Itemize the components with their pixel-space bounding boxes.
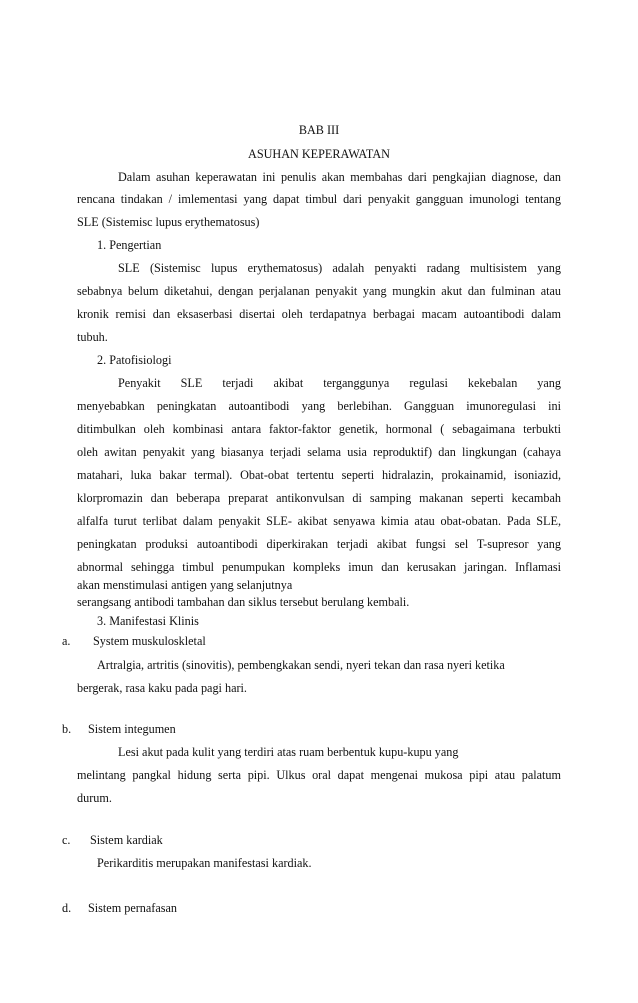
chapter-label: BAB III bbox=[298, 123, 340, 137]
item-letter: d. bbox=[62, 901, 72, 915]
item-letter: a. bbox=[62, 634, 71, 648]
item-title: Sistem pernafasan bbox=[88, 901, 178, 915]
paragraph-line: tubuh. bbox=[77, 330, 108, 344]
paragraph-line: ditimbulkan oleh kombinasi antara faktor-faktor genetik, hormonal ( sebagaimana terbukti bbox=[77, 422, 561, 436]
item-text-line: Lesi akut pada kulit yang terdiri atas ruam berbentuk kupu-kupu yang bbox=[118, 745, 459, 759]
paragraph-line: peningkatan produksi autoantibodi diperkirakan terjadi akibat fungsi sel T-supresor yang bbox=[77, 537, 561, 551]
paragraph-line: akan menstimulasi antigen yang selanjutnya bbox=[77, 578, 293, 592]
paragraph-line: menyebabkan peningkatan autoantibodi yang berlebihan. Gangguan imunoregulasi ini bbox=[77, 399, 561, 413]
section-heading-manifestasi: 3. Manifestasi Klinis bbox=[97, 614, 199, 628]
item-text-line: bergerak, rasa kaku pada pagi hari. bbox=[77, 681, 247, 695]
paragraph-line: serangsang antibodi tambahan dan siklus tersebut berulang kembali. bbox=[77, 595, 410, 609]
section-heading-patofisiologi: 2. Patofisiologi bbox=[97, 353, 172, 367]
paragraph-line: kronik remisi dan eksaserbasi disertai oleh terdapatnya berbagai macam autoantibodi dalam bbox=[77, 307, 561, 321]
paragraph-line: abnormal sehingga timbul penumpukan kompleks imun dan kerusakan jaringan. Inflamasi bbox=[77, 560, 561, 574]
paragraph-line: oleh awitan penyakit yang biasanya terjadi selama usia reproduktif) dan lingkungan (cahaya bbox=[77, 445, 561, 459]
item-title: System muskuloskletal bbox=[93, 634, 206, 648]
paragraph-line: klorpromazin dan beberapa preparat antikonvulsan di samping makanan seperti kecambah bbox=[77, 491, 561, 505]
item-text-line: durum. bbox=[77, 791, 112, 805]
paragraph-line: Penyakit SLE terjadi akibat terganggunya regulasi kekebalan yang bbox=[118, 376, 561, 390]
item-text-line: Artralgia, artritis (sinovitis), pembengkakan sendi, nyeri tekan dan rasa nyeri ketika bbox=[97, 658, 505, 672]
paragraph-line: matahari, luka bakar termal). Obat-obat tertentu seperti hidralazin, prokainamid, isoniazid, bbox=[77, 468, 561, 482]
item-text-line: Perikarditis merupakan manifestasi kardiak. bbox=[97, 856, 312, 870]
paragraph-line: alfalfa turut terlibat dalam penyakit SLE- akibat senyawa kimia atau obat-obatan. Pada SLE, bbox=[77, 514, 561, 528]
intro-line: Dalam asuhan keperawatan ini penulis akan membahas dari pengkajian diagnose, dan bbox=[118, 170, 561, 184]
intro-line: rencana tindakan / imlementasi yang dapat timbul dari penyakit gangguan imunologi tentang bbox=[77, 192, 561, 206]
item-title: Sistem kardiak bbox=[90, 833, 163, 847]
page-title: ASUHAN KEPERAWATAN bbox=[248, 147, 390, 161]
item-letter: b. bbox=[62, 722, 72, 736]
item-title: Sistem integumen bbox=[88, 722, 176, 736]
item-letter: c. bbox=[62, 833, 71, 847]
intro-line: SLE (Sistemisc lupus erythematosus) bbox=[77, 215, 260, 229]
paragraph-line: sebabnya belum diketahui, dengan perjalanan penyakit yang mungkin akut dan fulminan atau bbox=[77, 284, 561, 298]
section-heading-pengertian: 1. Pengertian bbox=[97, 238, 162, 252]
item-text-line: melintang pangkal hidung serta pipi. Ulkus oral dapat mengenai mukosa pipi atau palatum bbox=[77, 768, 561, 782]
paragraph-line: SLE (Sistemisc lupus erythematosus) adalah penyakti radang multisistem yang bbox=[118, 261, 561, 275]
